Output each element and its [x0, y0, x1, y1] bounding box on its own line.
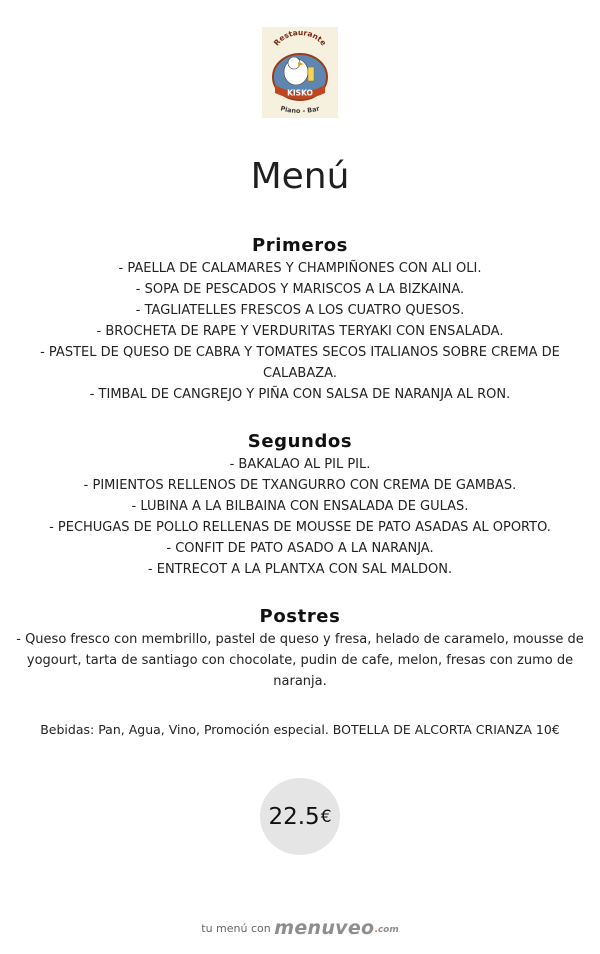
brand-name: menuveo: [274, 917, 375, 939]
price-currency: €: [320, 806, 332, 827]
restaurant-logo: [262, 27, 338, 118]
menu-item: - CONFIT DE PATO ASADO A LA NARANJA.: [166, 541, 434, 556]
menu-item: - LUBINA A LA BILBAINA CON ENSALADA DE GULAS.: [131, 499, 469, 514]
section-heading: Primeros: [252, 235, 348, 256]
menuveo-brand-link[interactable]: [274, 917, 399, 939]
logo-name-text: KISKO: [287, 88, 313, 98]
menu-title: Menú: [250, 156, 350, 197]
menu-item: - TIMBAL DE CANGREJO Y PIÑA CON SALSA DE NARANJA AL RON.: [89, 387, 511, 402]
menu-item: - PIMIENTOS RELLENOS DE TXANGURRO CON CREMA DE GAMBAS.: [83, 478, 517, 493]
brand-suffix: com: [377, 925, 399, 935]
price-value: 22.5: [268, 803, 320, 830]
logo-bottom-text: Piano - Bar: [279, 104, 321, 116]
menu-item: - PAELLA DE CALAMARES Y CHAMPIÑONES CON ALI OLI.: [118, 261, 482, 276]
duck-logo-icon: [262, 27, 338, 118]
menu-item: - Queso fresco con membrillo, pastel de queso y fresa, helado de caramelo, mousse de yogourt, tarta de santiago con chocolate, pudin de cafe, melon, fresas con zumo de naranja.: [16, 632, 584, 689]
footer: [0, 917, 600, 941]
price-badge: [260, 778, 340, 855]
menu-item: - BAKALAO AL PIL PIL.: [229, 457, 371, 472]
menu-item: - TAGLIATELLES FRESCOS A LOS CUATRO QUESOS.: [135, 303, 465, 318]
menu-item: - BROCHETA DE RAPE Y VERDURITAS TERYAKI CON ENSALADA.: [96, 324, 504, 339]
drinks-note: Bebidas: Pan, Agua, Vino, Promoción especial. BOTELLA DE ALCORTA CRIANZA 10€: [40, 722, 560, 737]
brand-dot: .: [374, 925, 378, 935]
section-postres: [10, 605, 590, 692]
menu-item: - PASTEL DE QUESO DE CABRA Y TOMATES SECOS ITALIANOS SOBRE CREMA DE CALABAZA.: [40, 345, 560, 381]
section-segundos: [10, 430, 590, 580]
logo-top-text: Restaurante: [271, 27, 329, 48]
section-heading: Postres: [259, 606, 341, 627]
menu-item: - ENTRECOT A LA PLANTXA CON SAL MALDON.: [147, 562, 453, 577]
menu-item: - SOPA DE PESCADOS Y MARISCOS A LA BIZKAINA.: [135, 282, 465, 297]
section-primeros: [10, 234, 590, 405]
menu-item: - PECHUGAS DE POLLO RELLENAS DE MOUSSE DE PATO ASADAS AL OPORTO.: [49, 520, 551, 535]
footer-prefix: tu menú con: [201, 922, 271, 935]
section-heading: Segundos: [247, 431, 353, 452]
